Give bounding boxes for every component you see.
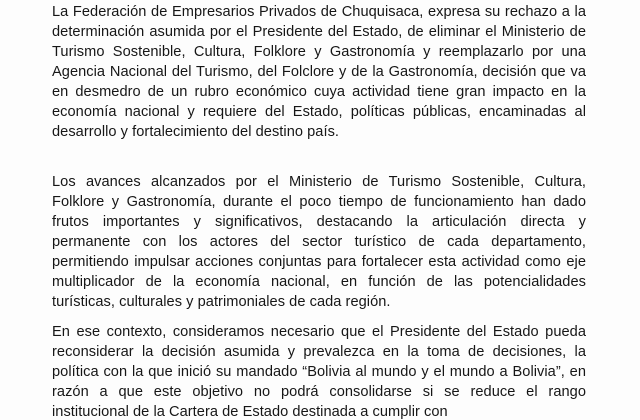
paragraph-avances: Los avances alcanzados por el Ministerio de Turismo Sostenible, Cultura, Folklore y Gastronomía, durante el poco tiempo de funcionamiento han dado frutos importantes y significativos, destacando la articulación directa y permanente con los actores del sector turístico de cada departamento, permitiendo impulsar acciones conjuntas para fortalecer esta actividad como eje multiplicador de la economía nacional, en función de las potencialidades turísticas, culturales y patrimoniales de cada región. xyxy=(52,174,586,310)
paragraph-rechazo: La Federación de Empresarios Privados de Chuquisaca, expresa su rechazo a la determinación asumida por el Presidente del Estado, de eliminar el Ministerio de Turismo Sostenible, Cultura, Folklore y Gastronomía y reemplazarlo por una Agencia Nacional del Turismo, del Folclore y de la Gastronomía, decisión que va en desmedro de un rubro económico cuya actividad tiene gran impacto en la economía nacional y requiere del Estado, políticas públicas, encaminadas al desarrollo y fortalecimiento del destino país. xyxy=(52,4,586,140)
paragraph-contexto: En ese contexto, consideramos necesario que el Presidente del Estado pueda reconsiderar la decisión asumida y prevalezca en la toma de decisiones, la política con la que inició su mandado “Bolivia al mundo y el mundo a Bolivia”, en razón a que este objetivo no podrá consolidarse si se reduce el rango institucional de la Cartera de Estado destinada a cumplir con xyxy=(52,324,586,420)
